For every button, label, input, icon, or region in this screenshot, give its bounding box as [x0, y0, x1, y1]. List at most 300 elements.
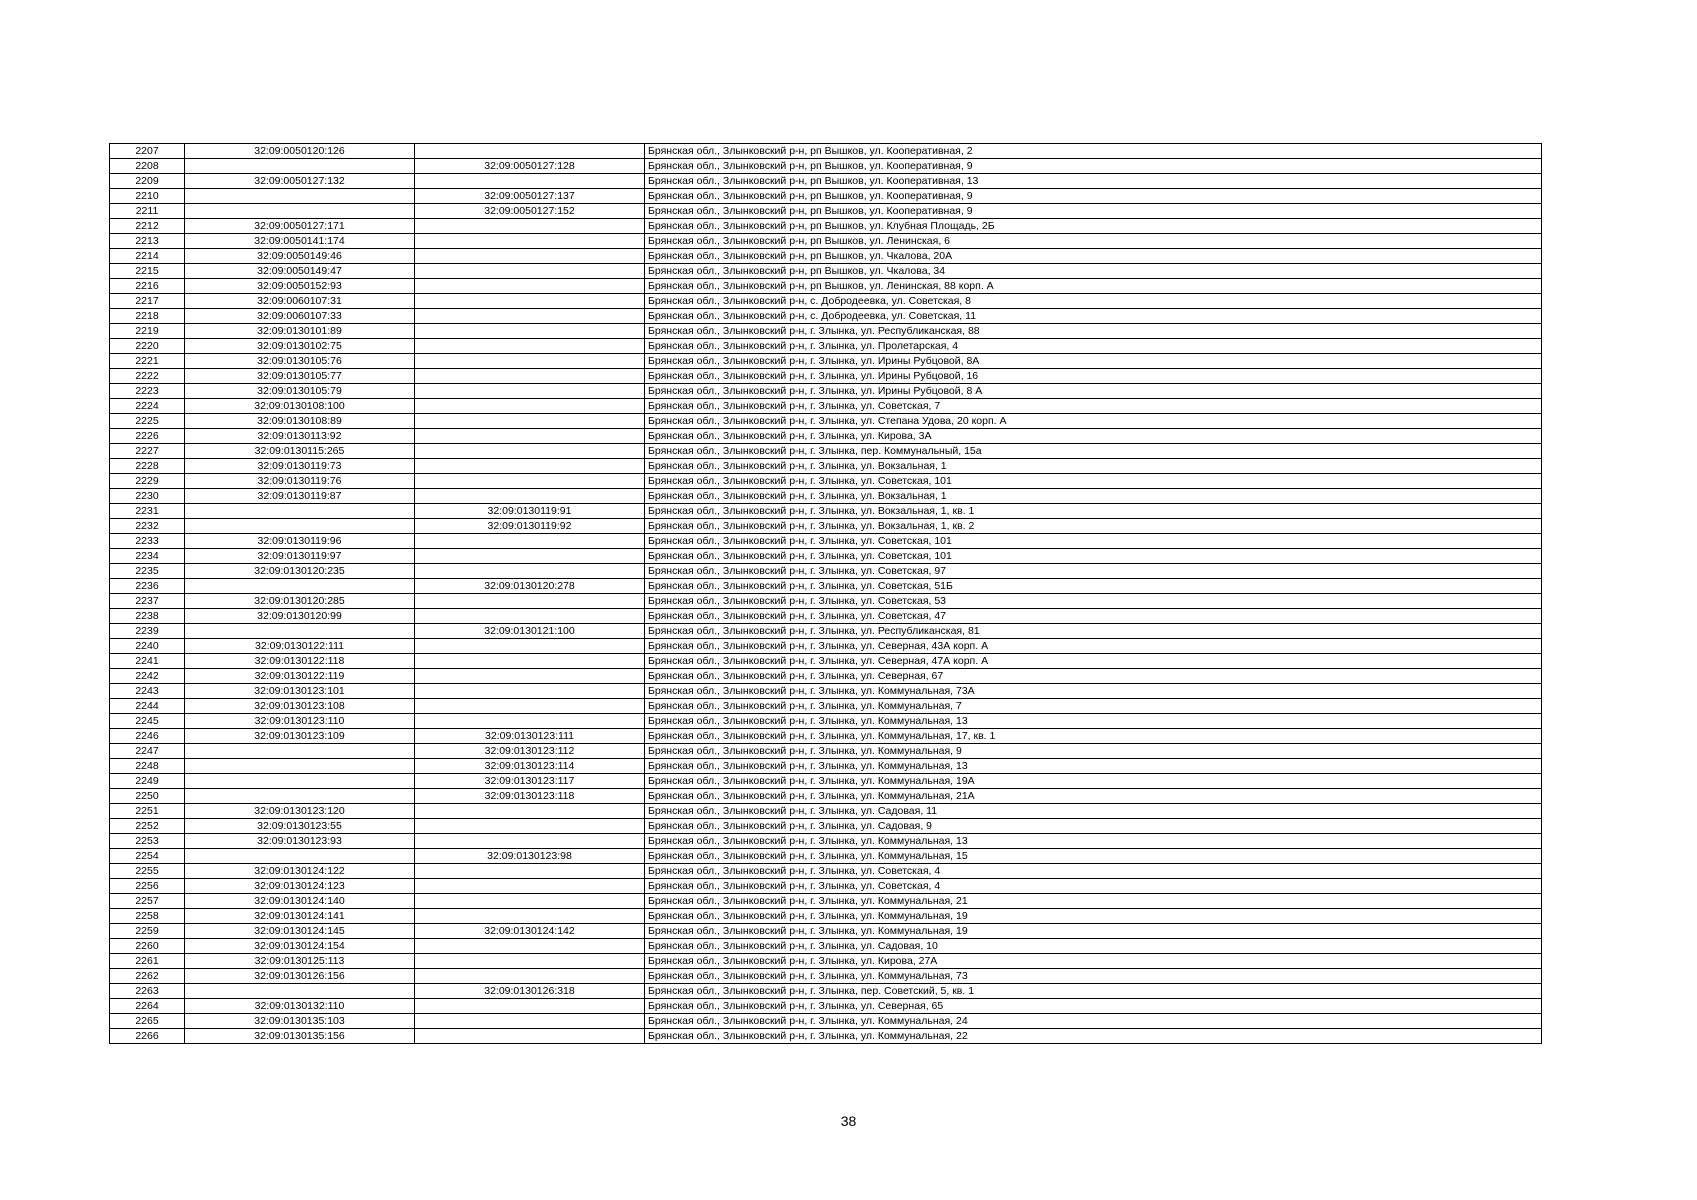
address-cell: Брянская обл., Злынковский р-н, г. Злынка, ул. Ирины Рубцовой, 8А — [645, 354, 1542, 369]
object-cadastral-number-cell: 32:09:0130123:117 — [415, 774, 645, 789]
address-cell: Брянская обл., Злынковский р-н, г. Злынка, ул. Коммунальная, 22 — [645, 1029, 1542, 1044]
row-number-cell: 2265 — [110, 1014, 185, 1029]
address-cell: Брянская обл., Злынковский р-н, рп Вышков, ул. Чкалова, 20А — [645, 249, 1542, 264]
object-cadastral-number-cell — [415, 459, 645, 474]
object-cadastral-number-cell: 32:09:0130123:112 — [415, 744, 645, 759]
address-cell: Брянская обл., Злынковский р-н, г. Злынка, пер. Советский, 5, кв. 1 — [645, 984, 1542, 999]
object-cadastral-number-cell — [415, 954, 645, 969]
address-cell: Брянская обл., Злынковский р-н, г. Злынка, ул. Советская, 7 — [645, 399, 1542, 414]
cadastral-number-cell — [185, 189, 415, 204]
address-cell: Брянская обл., Злынковский р-н, г. Злынка, ул. Кирова, 27А — [645, 954, 1542, 969]
cadastral-number-cell: 32:09:0130135:103 — [185, 1014, 415, 1029]
row-number-cell: 2238 — [110, 609, 185, 624]
table-row — [110, 414, 1542, 429]
cadastral-number-cell — [185, 624, 415, 639]
object-cadastral-number-cell: 32:09:0130119:92 — [415, 519, 645, 534]
object-cadastral-number-cell: 32:09:0130126:318 — [415, 984, 645, 999]
table-row — [110, 279, 1542, 294]
table-row — [110, 519, 1542, 534]
row-number-cell: 2240 — [110, 639, 185, 654]
cadastral-number-cell — [185, 504, 415, 519]
row-number-cell: 2254 — [110, 849, 185, 864]
row-number-cell: 2252 — [110, 819, 185, 834]
row-number-cell: 2244 — [110, 699, 185, 714]
object-cadastral-number-cell — [415, 999, 645, 1014]
address-cell: Брянская обл., Злынковский р-н, г. Злынка, ул. Коммунальная, 21 — [645, 894, 1542, 909]
row-number-cell: 2222 — [110, 369, 185, 384]
row-number-cell: 2210 — [110, 189, 185, 204]
row-number-cell: 2218 — [110, 309, 185, 324]
address-cell: Брянская обл., Злынковский р-н, г. Злынка, ул. Советская, 53 — [645, 594, 1542, 609]
cadastral-number-cell: 32:09:0130123:110 — [185, 714, 415, 729]
row-number-cell: 2216 — [110, 279, 185, 294]
object-cadastral-number-cell — [415, 234, 645, 249]
table-row — [110, 894, 1542, 909]
address-cell: Брянская обл., Злынковский р-н, г. Злынка, пер. Коммунальный, 15а — [645, 444, 1542, 459]
table-row — [110, 324, 1542, 339]
cadastral-number-cell: 32:09:0060107:33 — [185, 309, 415, 324]
object-cadastral-number-cell: 32:09:0130123:114 — [415, 759, 645, 774]
row-number-cell: 2246 — [110, 729, 185, 744]
object-cadastral-number-cell: 32:09:0130123:98 — [415, 849, 645, 864]
address-cell: Брянская обл., Злынковский р-н, г. Злынка, ул. Советская, 97 — [645, 564, 1542, 579]
table-row — [110, 309, 1542, 324]
object-cadastral-number-cell — [415, 279, 645, 294]
object-cadastral-number-cell: 32:09:0130124:142 — [415, 924, 645, 939]
cadastral-number-cell: 32:09:0130119:73 — [185, 459, 415, 474]
row-number-cell: 2241 — [110, 654, 185, 669]
object-cadastral-number-cell — [415, 414, 645, 429]
address-cell: Брянская обл., Злынковский р-н, г. Злынка, ул. Северная, 65 — [645, 999, 1542, 1014]
address-cell: Брянская обл., Злынковский р-н, г. Злынка, ул. Коммунальная, 21А — [645, 789, 1542, 804]
address-cell: Брянская обл., Злынковский р-н, рп Вышков, ул. Ленинская, 6 — [645, 234, 1542, 249]
table-row — [110, 444, 1542, 459]
object-cadastral-number-cell — [415, 144, 645, 159]
cadastral-number-cell: 32:09:0130126:156 — [185, 969, 415, 984]
cadastral-number-cell: 32:09:0130123:101 — [185, 684, 415, 699]
object-cadastral-number-cell — [415, 534, 645, 549]
object-cadastral-number-cell — [415, 324, 645, 339]
object-cadastral-number-cell — [415, 264, 645, 279]
table-row — [110, 474, 1542, 489]
object-cadastral-number-cell — [415, 339, 645, 354]
row-number-cell: 2253 — [110, 834, 185, 849]
row-number-cell: 2217 — [110, 294, 185, 309]
table-row — [110, 459, 1542, 474]
table-row — [110, 504, 1542, 519]
address-cell: Брянская обл., Злынковский р-н, г. Злынка, ул. Садовая, 11 — [645, 804, 1542, 819]
object-cadastral-number-cell — [415, 429, 645, 444]
row-number-cell: 2220 — [110, 339, 185, 354]
object-cadastral-number-cell — [415, 669, 645, 684]
cadastral-number-cell: 32:09:0130122:118 — [185, 654, 415, 669]
table-row — [110, 654, 1542, 669]
row-number-cell: 2221 — [110, 354, 185, 369]
cadastral-number-cell: 32:09:0130120:285 — [185, 594, 415, 609]
cadastral-number-cell — [185, 789, 415, 804]
object-cadastral-number-cell — [415, 564, 645, 579]
cadastral-number-cell: 32:09:0130125:113 — [185, 954, 415, 969]
table-row — [110, 999, 1542, 1014]
address-cell: Брянская обл., Злынковский р-н, рп Вышков, ул. Кооперативная, 9 — [645, 204, 1542, 219]
cadastral-number-cell — [185, 744, 415, 759]
address-cell: Брянская обл., Злынковский р-н, г. Злынка, ул. Коммунальная, 19 — [645, 924, 1542, 939]
cadastral-number-cell: 32:09:0050127:171 — [185, 219, 415, 234]
address-cell: Брянская обл., Злынковский р-н, рп Вышков, ул. Клубная Площадь, 2Б — [645, 219, 1542, 234]
row-number-cell: 2229 — [110, 474, 185, 489]
row-number-cell: 2243 — [110, 684, 185, 699]
table-row — [110, 579, 1542, 594]
table-row — [110, 144, 1542, 159]
address-cell: Брянская обл., Злынковский р-н, г. Злынка, ул. Северная, 43А корп. А — [645, 639, 1542, 654]
object-cadastral-number-cell — [415, 684, 645, 699]
table-row — [110, 1029, 1542, 1044]
row-number-cell: 2235 — [110, 564, 185, 579]
address-cell: Брянская обл., Злынковский р-н, г. Злынка, ул. Вокзальная, 1, кв. 2 — [645, 519, 1542, 534]
cadastral-number-cell — [185, 759, 415, 774]
row-number-cell: 2215 — [110, 264, 185, 279]
page-number: 38 — [840, 1113, 857, 1129]
table-row — [110, 759, 1542, 774]
row-number-cell: 2261 — [110, 954, 185, 969]
address-cell: Брянская обл., Злынковский р-н, г. Злынка, ул. Садовая, 10 — [645, 939, 1542, 954]
table-body — [110, 144, 1542, 1044]
row-number-cell: 2237 — [110, 594, 185, 609]
object-cadastral-number-cell — [415, 939, 645, 954]
row-number-cell: 2230 — [110, 489, 185, 504]
table-row — [110, 354, 1542, 369]
address-cell: Брянская обл., Злынковский р-н, г. Злынка, ул. Вокзальная, 1 — [645, 489, 1542, 504]
table-row — [110, 294, 1542, 309]
object-cadastral-number-cell — [415, 444, 645, 459]
object-cadastral-number-cell — [415, 489, 645, 504]
address-cell: Брянская обл., Злынковский р-н, г. Злынка, ул. Коммунальная, 17, кв. 1 — [645, 729, 1542, 744]
table-row — [110, 849, 1542, 864]
cadastral-number-cell: 32:09:0130108:100 — [185, 399, 415, 414]
cadastral-number-cell: 32:09:0130102:75 — [185, 339, 415, 354]
object-cadastral-number-cell: 32:09:0130121:100 — [415, 624, 645, 639]
address-cell: Брянская обл., Злынковский р-н, г. Злынка, ул. Республиканская, 88 — [645, 324, 1542, 339]
object-cadastral-number-cell — [415, 609, 645, 624]
cadastral-number-cell: 32:09:0130105:76 — [185, 354, 415, 369]
address-cell: Брянская обл., Злынковский р-н, г. Злынка, ул. Советская, 51Б — [645, 579, 1542, 594]
cadastral-number-cell: 32:09:0050127:132 — [185, 174, 415, 189]
object-cadastral-number-cell: 32:09:0130120:278 — [415, 579, 645, 594]
row-number-cell: 2266 — [110, 1029, 185, 1044]
cadastral-number-cell: 32:09:0130122:119 — [185, 669, 415, 684]
table-row — [110, 564, 1542, 579]
object-cadastral-number-cell — [415, 384, 645, 399]
object-cadastral-number-cell — [415, 804, 645, 819]
table-row — [110, 534, 1542, 549]
address-cell: Брянская обл., Злынковский р-н, рп Вышков, ул. Кооперативная, 13 — [645, 174, 1542, 189]
object-cadastral-number-cell — [415, 294, 645, 309]
table-row — [110, 879, 1542, 894]
row-number-cell: 2232 — [110, 519, 185, 534]
table-row — [110, 969, 1542, 984]
object-cadastral-number-cell — [415, 909, 645, 924]
row-number-cell: 2228 — [110, 459, 185, 474]
object-cadastral-number-cell — [415, 864, 645, 879]
cadastral-number-cell: 32:09:0130122:111 — [185, 639, 415, 654]
address-cell: Брянская обл., Злынковский р-н, рп Вышков, ул. Кооперативная, 2 — [645, 144, 1542, 159]
row-number-cell: 2208 — [110, 159, 185, 174]
cadastral-number-cell: 32:09:0130123:108 — [185, 699, 415, 714]
object-cadastral-number-cell — [415, 969, 645, 984]
cadastral-number-cell: 32:09:0130124:145 — [185, 924, 415, 939]
cadastral-number-cell — [185, 849, 415, 864]
cadastral-number-cell — [185, 984, 415, 999]
table-row — [110, 774, 1542, 789]
row-number-cell: 2225 — [110, 414, 185, 429]
table-row — [110, 429, 1542, 444]
row-number-cell: 2255 — [110, 864, 185, 879]
table-row — [110, 399, 1542, 414]
table-row — [110, 714, 1542, 729]
cadastral-number-cell: 32:09:0130119:87 — [185, 489, 415, 504]
cadastral-number-cell — [185, 159, 415, 174]
table-row — [110, 384, 1542, 399]
object-cadastral-number-cell — [415, 834, 645, 849]
row-number-cell: 2259 — [110, 924, 185, 939]
object-cadastral-number-cell — [415, 369, 645, 384]
object-cadastral-number-cell — [415, 219, 645, 234]
row-number-cell: 2207 — [110, 144, 185, 159]
cadastral-number-cell: 32:09:0050149:47 — [185, 264, 415, 279]
row-number-cell: 2231 — [110, 504, 185, 519]
address-cell: Брянская обл., Злынковский р-н, с. Добродеевка, ул. Советская, 11 — [645, 309, 1542, 324]
table-row — [110, 939, 1542, 954]
cadastral-number-cell: 32:09:0130124:154 — [185, 939, 415, 954]
row-number-cell: 2260 — [110, 939, 185, 954]
object-cadastral-number-cell — [415, 879, 645, 894]
address-cell: Брянская обл., Злынковский р-н, г. Злынка, ул. Советская, 101 — [645, 474, 1542, 489]
object-cadastral-number-cell — [415, 1014, 645, 1029]
cadastral-number-cell: 32:09:0130120:235 — [185, 564, 415, 579]
address-cell: Брянская обл., Злынковский р-н, г. Злынка, ул. Коммунальная, 19А — [645, 774, 1542, 789]
cadastral-number-cell: 32:09:0130105:77 — [185, 369, 415, 384]
cadastral-number-cell: 32:09:0130105:79 — [185, 384, 415, 399]
object-cadastral-number-cell — [415, 639, 645, 654]
object-cadastral-number-cell — [415, 474, 645, 489]
address-cell: Брянская обл., Злынковский р-н, г. Злынка, ул. Вокзальная, 1 — [645, 459, 1542, 474]
row-number-cell: 2264 — [110, 999, 185, 1014]
address-cell: Брянская обл., Злынковский р-н, г. Злынка, ул. Ирины Рубцовой, 16 — [645, 369, 1542, 384]
row-number-cell: 2251 — [110, 804, 185, 819]
row-number-cell: 2209 — [110, 174, 185, 189]
table-row — [110, 624, 1542, 639]
object-cadastral-number-cell — [415, 309, 645, 324]
cadastral-number-cell — [185, 204, 415, 219]
row-number-cell: 2211 — [110, 204, 185, 219]
address-cell: Брянская обл., Злынковский р-н, г. Злынка, ул. Пролетарская, 4 — [645, 339, 1542, 354]
cadastral-number-cell: 32:09:0130119:97 — [185, 549, 415, 564]
cadastral-number-cell: 32:09:0130123:109 — [185, 729, 415, 744]
cadastral-number-cell: 32:09:0050120:126 — [185, 144, 415, 159]
row-number-cell: 2242 — [110, 669, 185, 684]
address-cell: Брянская обл., Злынковский р-н, г. Злынка, ул. Советская, 47 — [645, 609, 1542, 624]
object-cadastral-number-cell: 32:09:0130123:111 — [415, 729, 645, 744]
cadastral-table — [109, 143, 1542, 1044]
object-cadastral-number-cell — [415, 699, 645, 714]
address-cell: Брянская обл., Злынковский р-н, г. Злынка, ул. Северная, 67 — [645, 669, 1542, 684]
table-row — [110, 339, 1542, 354]
row-number-cell: 2234 — [110, 549, 185, 564]
object-cadastral-number-cell — [415, 594, 645, 609]
row-number-cell: 2236 — [110, 579, 185, 594]
row-number-cell: 2256 — [110, 879, 185, 894]
cadastral-number-cell: 32:09:0130123:93 — [185, 834, 415, 849]
row-number-cell: 2249 — [110, 774, 185, 789]
object-cadastral-number-cell — [415, 1029, 645, 1044]
object-cadastral-number-cell: 32:09:0050127:128 — [415, 159, 645, 174]
address-cell: Брянская обл., Злынковский р-н, г. Злынка, ул. Советская, 4 — [645, 879, 1542, 894]
object-cadastral-number-cell — [415, 354, 645, 369]
row-number-cell: 2262 — [110, 969, 185, 984]
row-number-cell: 2213 — [110, 234, 185, 249]
address-cell: Брянская обл., Злынковский р-н, г. Злынка, ул. Коммунальная, 19 — [645, 909, 1542, 924]
table-row — [110, 909, 1542, 924]
table-row — [110, 669, 1542, 684]
table-row — [110, 684, 1542, 699]
object-cadastral-number-cell: 32:09:0130123:118 — [415, 789, 645, 804]
cadastral-number-cell: 32:09:0130132:110 — [185, 999, 415, 1014]
cadastral-number-cell: 32:09:0130124:123 — [185, 879, 415, 894]
table-row — [110, 639, 1542, 654]
table-row — [110, 489, 1542, 504]
object-cadastral-number-cell: 32:09:0050127:137 — [415, 189, 645, 204]
table-row — [110, 159, 1542, 174]
table-row — [110, 729, 1542, 744]
row-number-cell: 2227 — [110, 444, 185, 459]
table-row — [110, 249, 1542, 264]
address-cell: Брянская обл., Злынковский р-н, г. Злынка, ул. Садовая, 9 — [645, 819, 1542, 834]
cadastral-number-cell: 32:09:0130113:92 — [185, 429, 415, 444]
cadastral-number-cell — [185, 579, 415, 594]
table-row — [110, 594, 1542, 609]
row-number-cell: 2226 — [110, 429, 185, 444]
cadastral-number-cell — [185, 519, 415, 534]
address-cell: Брянская обл., Злынковский р-н, г. Злынка, ул. Советская, 101 — [645, 549, 1542, 564]
object-cadastral-number-cell — [415, 549, 645, 564]
object-cadastral-number-cell — [415, 249, 645, 264]
cadastral-number-cell: 32:09:0130124:140 — [185, 894, 415, 909]
cadastral-number-cell: 32:09:0130108:89 — [185, 414, 415, 429]
address-cell: Брянская обл., Злынковский р-н, г. Злынка, ул. Коммунальная, 15 — [645, 849, 1542, 864]
table-row — [110, 219, 1542, 234]
address-cell: Брянская обл., Злынковский р-н, г. Злынка, ул. Республиканская, 81 — [645, 624, 1542, 639]
address-cell: Брянская обл., Злынковский р-н, г. Злынка, ул. Вокзальная, 1, кв. 1 — [645, 504, 1542, 519]
address-cell: Брянская обл., Злынковский р-н, с. Добродеевка, ул. Советская, 8 — [645, 294, 1542, 309]
row-number-cell: 2245 — [110, 714, 185, 729]
cadastral-number-cell: 32:09:0050149:46 — [185, 249, 415, 264]
table-row — [110, 369, 1542, 384]
object-cadastral-number-cell — [415, 714, 645, 729]
cadastral-number-cell: 32:09:0130120:99 — [185, 609, 415, 624]
table-row — [110, 984, 1542, 999]
cadastral-number-cell: 32:09:0130119:76 — [185, 474, 415, 489]
address-cell: Брянская обл., Злынковский р-н, г. Злынка, ул. Степана Удова, 20 корп. А — [645, 414, 1542, 429]
table-row — [110, 204, 1542, 219]
table-row — [110, 234, 1542, 249]
address-cell: Брянская обл., Злынковский р-н, рп Вышков, ул. Кооперативная, 9 — [645, 189, 1542, 204]
object-cadastral-number-cell — [415, 174, 645, 189]
table-row — [110, 954, 1542, 969]
cadastral-number-cell: 32:09:0130101:89 — [185, 324, 415, 339]
table-row — [110, 864, 1542, 879]
cadastral-number-cell — [185, 774, 415, 789]
object-cadastral-number-cell — [415, 654, 645, 669]
cadastral-number-cell: 32:09:0060107:31 — [185, 294, 415, 309]
row-number-cell: 2214 — [110, 249, 185, 264]
table-row — [110, 804, 1542, 819]
cadastral-number-cell: 32:09:0130124:122 — [185, 864, 415, 879]
address-cell: Брянская обл., Злынковский р-н, рп Вышков, ул. Чкалова, 34 — [645, 264, 1542, 279]
address-cell: Брянская обл., Злынковский р-н, рп Вышков, ул. Ленинская, 88 корп. А — [645, 279, 1542, 294]
row-number-cell: 2239 — [110, 624, 185, 639]
table-row — [110, 924, 1542, 939]
address-cell: Брянская обл., Злынковский р-н, рп Вышков, ул. Кооперативная, 9 — [645, 159, 1542, 174]
row-number-cell: 2219 — [110, 324, 185, 339]
row-number-cell: 2224 — [110, 399, 185, 414]
cadastral-number-cell: 32:09:0130123:55 — [185, 819, 415, 834]
address-cell: Брянская обл., Злынковский р-н, г. Злынка, ул. Коммунальная, 73А — [645, 684, 1542, 699]
address-cell: Брянская обл., Злынковский р-н, г. Злынка, ул. Коммунальная, 9 — [645, 744, 1542, 759]
row-number-cell: 2257 — [110, 894, 185, 909]
row-number-cell: 2250 — [110, 789, 185, 804]
cadastral-number-cell: 32:09:0130115:265 — [185, 444, 415, 459]
cadastral-number-cell: 32:09:0130135:156 — [185, 1029, 415, 1044]
table-row — [110, 699, 1542, 714]
table-row — [110, 549, 1542, 564]
cadastral-number-cell: 32:09:0130124:141 — [185, 909, 415, 924]
table-row — [110, 264, 1542, 279]
row-number-cell: 2212 — [110, 219, 185, 234]
table-row — [110, 744, 1542, 759]
row-number-cell: 2248 — [110, 759, 185, 774]
address-cell: Брянская обл., Злынковский р-н, г. Злынка, ул. Коммунальная, 13 — [645, 759, 1542, 774]
table-row — [110, 174, 1542, 189]
address-cell: Брянская обл., Злынковский р-н, г. Злынка, ул. Коммунальная, 73 — [645, 969, 1542, 984]
address-cell: Брянская обл., Злынковский р-н, г. Злынка, ул. Советская, 4 — [645, 864, 1542, 879]
cadastral-number-cell: 32:09:0130123:120 — [185, 804, 415, 819]
table-row — [110, 819, 1542, 834]
address-cell: Брянская обл., Злынковский р-н, г. Злынка, ул. Коммунальная, 7 — [645, 699, 1542, 714]
table-row — [110, 609, 1542, 624]
address-cell: Брянская обл., Злынковский р-н, г. Злынка, ул. Северная, 47А корп. А — [645, 654, 1542, 669]
table-row — [110, 1014, 1542, 1029]
object-cadastral-number-cell — [415, 819, 645, 834]
address-cell: Брянская обл., Злынковский р-н, г. Злынка, ул. Коммунальная, 13 — [645, 834, 1542, 849]
address-cell: Брянская обл., Злынковский р-н, г. Злынка, ул. Коммунальная, 13 — [645, 714, 1542, 729]
object-cadastral-number-cell: 32:09:0130119:91 — [415, 504, 645, 519]
address-cell: Брянская обл., Злынковский р-н, г. Злынка, ул. Кирова, 3А — [645, 429, 1542, 444]
cadastral-number-cell: 32:09:0050141:174 — [185, 234, 415, 249]
row-number-cell: 2258 — [110, 909, 185, 924]
object-cadastral-number-cell — [415, 894, 645, 909]
object-cadastral-number-cell: 32:09:0050127:152 — [415, 204, 645, 219]
table-row — [110, 189, 1542, 204]
table-row — [110, 789, 1542, 804]
row-number-cell: 2223 — [110, 384, 185, 399]
address-cell: Брянская обл., Злынковский р-н, г. Злынка, ул. Советская, 101 — [645, 534, 1542, 549]
cadastral-number-cell: 32:09:0050152:93 — [185, 279, 415, 294]
address-cell: Брянская обл., Злынковский р-н, г. Злынка, ул. Коммунальная, 24 — [645, 1014, 1542, 1029]
address-cell: Брянская обл., Злынковский р-н, г. Злынка, ул. Ирины Рубцовой, 8 А — [645, 384, 1542, 399]
row-number-cell: 2247 — [110, 744, 185, 759]
object-cadastral-number-cell — [415, 399, 645, 414]
row-number-cell: 2263 — [110, 984, 185, 999]
